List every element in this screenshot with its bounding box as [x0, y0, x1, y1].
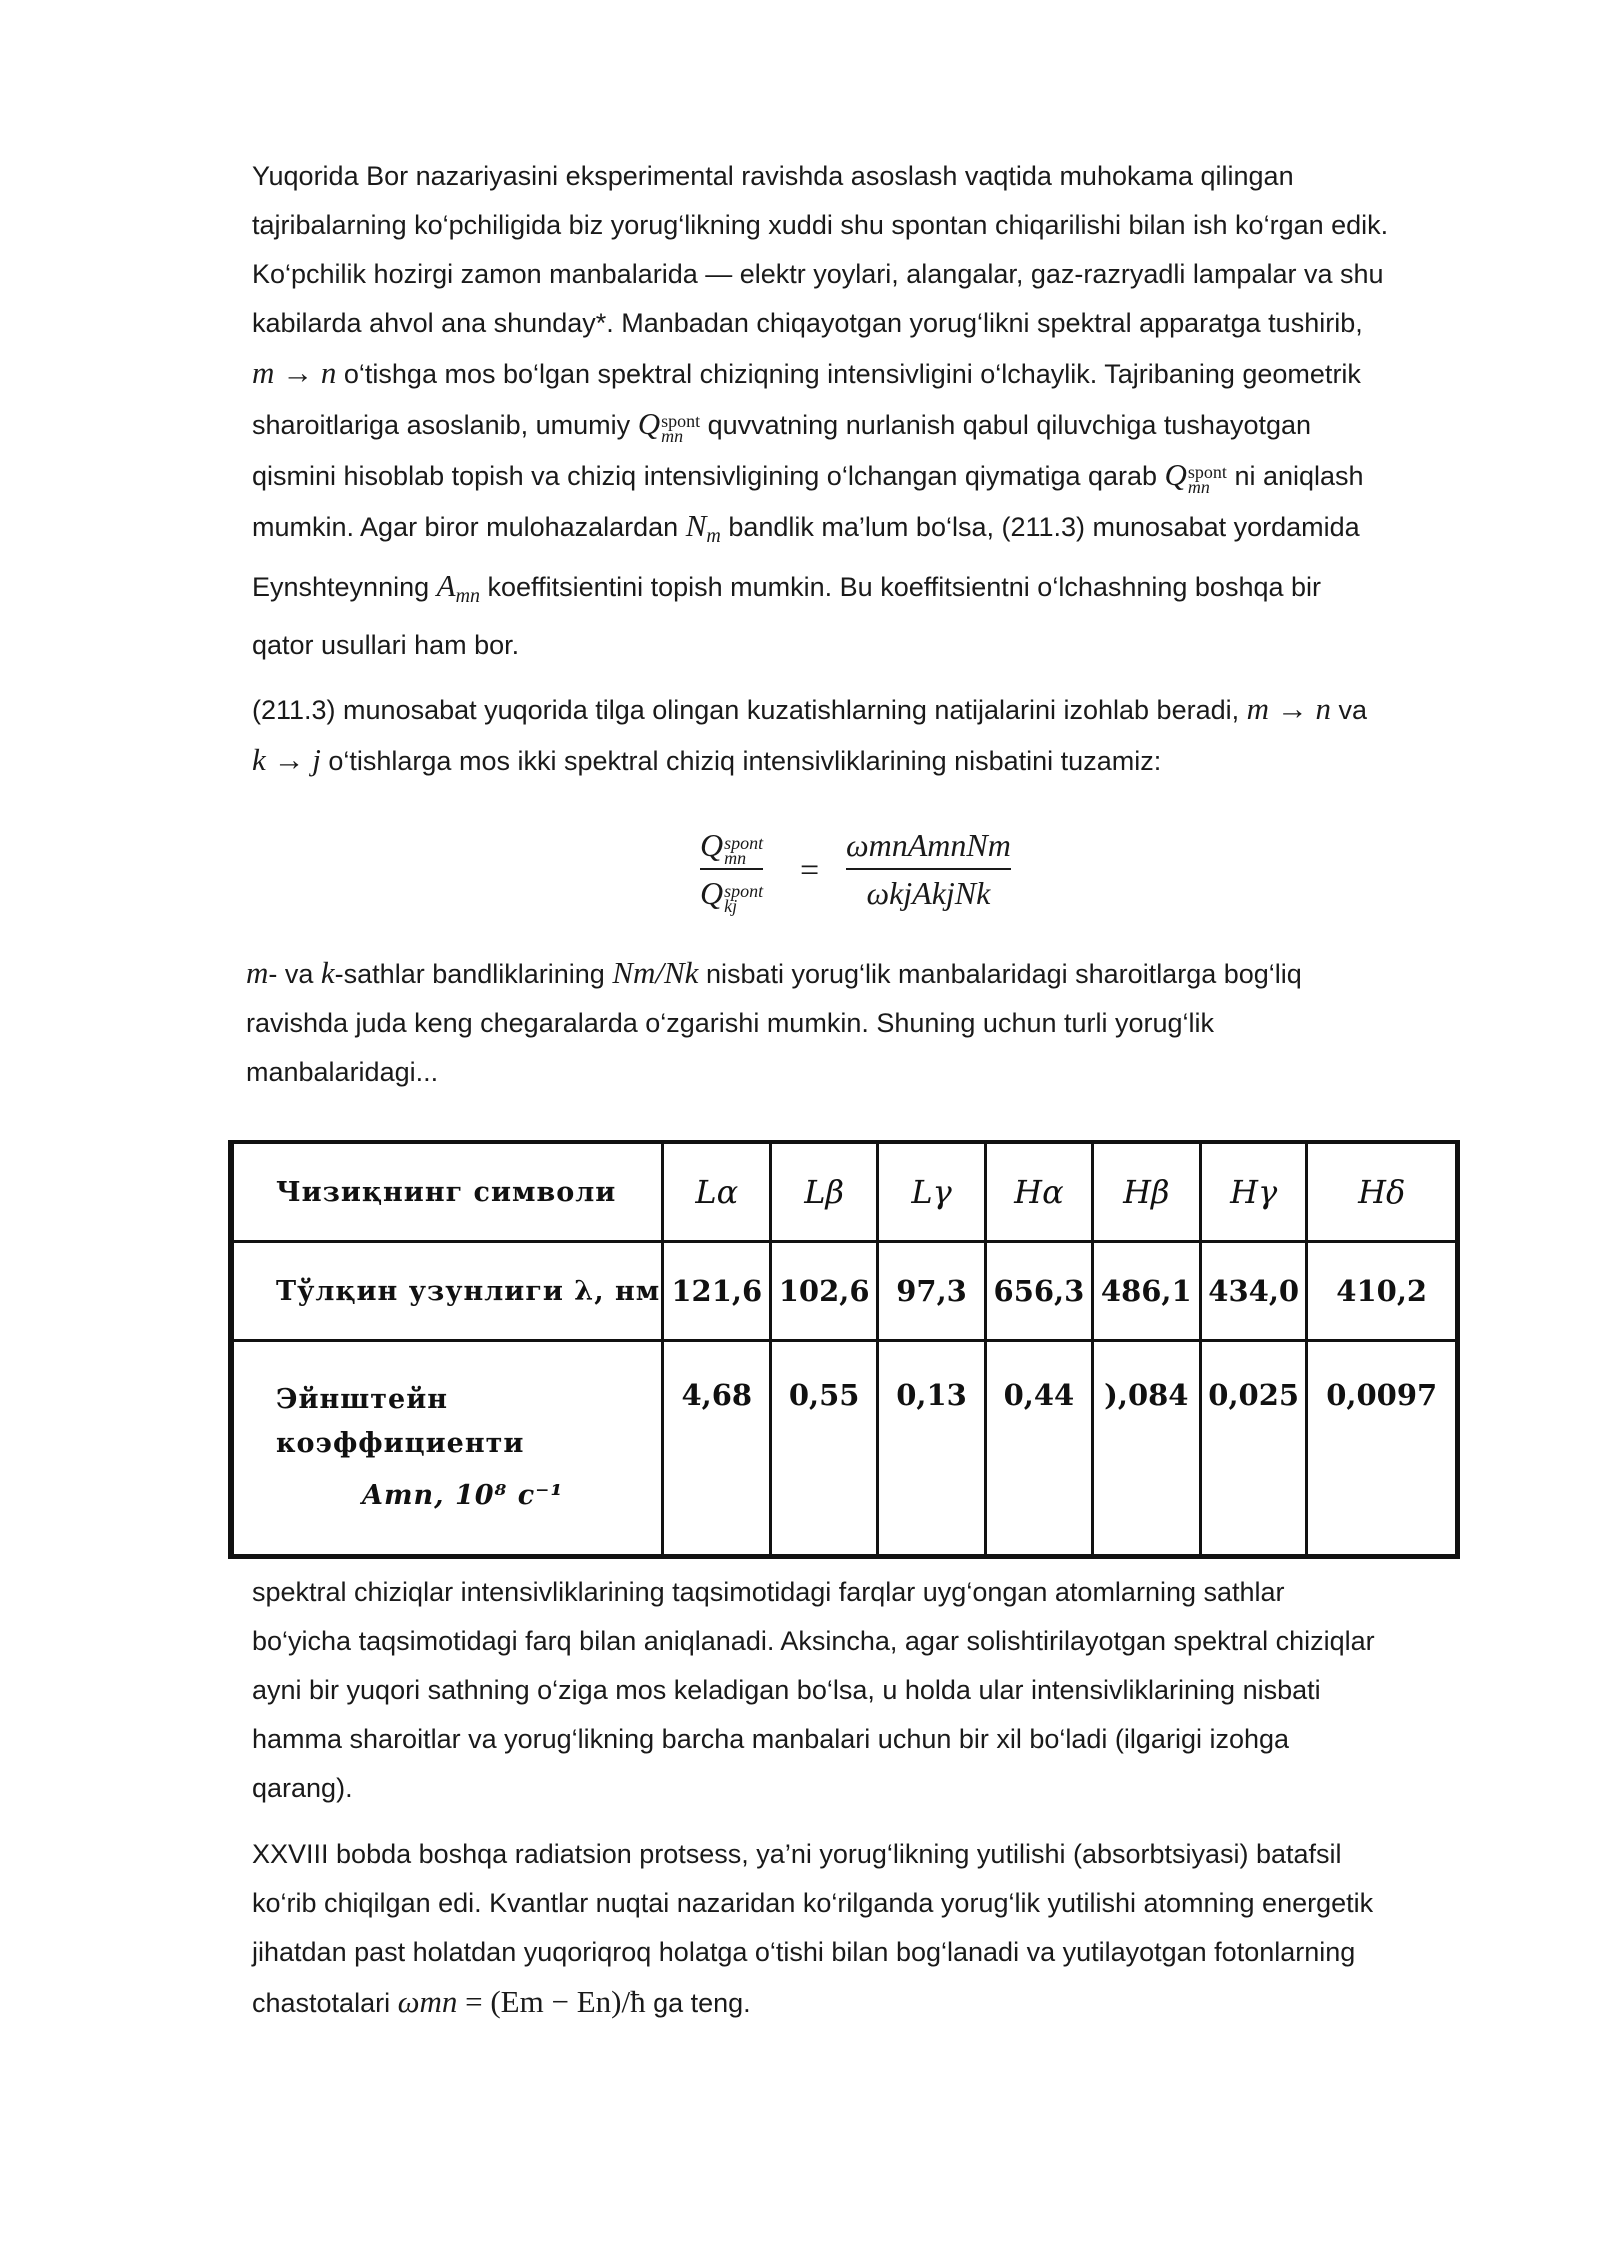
math-transition: m → n	[1246, 691, 1332, 726]
table-cell: 656,3	[986, 1242, 1092, 1341]
text-line: manbalaridagi...	[246, 1057, 439, 1087]
text-line	[252, 348, 1482, 399]
fraction-numerator: Q spont mn	[700, 827, 764, 868]
table-cell: Lα	[663, 1142, 771, 1242]
data-table	[228, 1140, 1460, 1559]
fraction-right	[846, 822, 1011, 916]
math-transition: m → n	[252, 355, 337, 390]
text-line	[252, 561, 1482, 621]
math-q-supsub	[661, 411, 701, 446]
table-cell: Lγ	[877, 1142, 985, 1242]
text-line	[252, 735, 1482, 786]
row-header: Тўлқин узунлиги λ, нм	[231, 1242, 663, 1341]
math-sup: spont	[1187, 462, 1227, 482]
text-span: o‘tishlarga mos ikki spektral chiziq intensivliklarining nisbatini tuzamiz:	[320, 746, 1162, 776]
text-span: nisbati yorug‘lik manbalaridagi sharoitlarga bog‘liq	[698, 959, 1302, 989]
math-sub: mn	[455, 585, 481, 607]
text-line: bo‘yicha taqsimotidagi farq bilan aniqlanadi. Aksincha, agar solishtirilayotgan spektral chiziqlar	[252, 1626, 1375, 1656]
table-cell: 0,13	[877, 1341, 985, 1557]
table-row	[231, 1341, 1458, 1557]
table-cell: 0,025	[1201, 1341, 1307, 1557]
text-span: - va	[268, 959, 321, 989]
text-line: tajribalarning ko‘pchiligida biz yorug‘likning xuddi shu spontan chiqarilishi bilan ish ko‘rgan edik.	[252, 210, 1389, 240]
math-sub: mn	[1187, 477, 1210, 497]
text-span: (211.3) munosabat yuqorida tilga olingan kuzatishlarning natijalarini izohlab beradi,	[252, 695, 1247, 725]
math-n: N	[685, 508, 707, 543]
math-k: k	[320, 955, 335, 990]
math-sub: m	[706, 525, 721, 547]
table-cell: 0,44	[986, 1341, 1092, 1557]
text-span: ga teng.	[645, 1988, 751, 2018]
math-q-spont: Q	[1164, 457, 1187, 492]
text-span: chastotalari	[252, 1988, 398, 2018]
text-span: qismini hisoblab topish va chiziq intensivligining o‘lchangan qiymatiga qarab	[252, 461, 1165, 491]
table-cell: 121,6	[663, 1242, 771, 1341]
equals-sign: =	[800, 852, 820, 889]
table-cell: 486,1	[1092, 1242, 1200, 1341]
table-row	[231, 1242, 1458, 1341]
text-span: bandlik ma’lum bo‘lsa, (211.3) munosabat yordamida	[720, 512, 1360, 542]
paragraph-distribution	[252, 1568, 1482, 1813]
ratio-formula	[700, 822, 1060, 932]
table-cell: Hδ	[1307, 1142, 1458, 1242]
text-line: qarang).	[252, 1773, 353, 1803]
text-line: kabilarda ahvol ana shunday*. Manbadan chiqayotgan yorug‘likni spektral apparatga tushirib,	[252, 308, 1363, 338]
text-span: -sathlar bandliklarining	[334, 959, 613, 989]
row-header	[231, 1341, 663, 1557]
paragraph-absorption	[252, 1830, 1482, 2028]
table-cell: 4,68	[663, 1341, 771, 1557]
table-cell: 97,3	[877, 1242, 985, 1341]
text-line: spektral chiziqlar intensivliklarining taqsimotidagi farqlar uyg‘ongan atomlarning sathlar	[252, 1577, 1285, 1607]
text-line: ko‘rib chiqilgan edi. Kvantlar nuqtai nazaridan ko‘rilganda yorug‘lik yutilishi atomning energetik	[252, 1888, 1374, 1918]
text-line: ravishda juda keng chegaralarda o‘zgarishi mumkin. Shuning uchun turli yorug‘lik	[246, 1008, 1215, 1038]
math-sup: spont	[661, 411, 701, 431]
math-equation: = (Em − En)/ħ	[457, 1984, 646, 2019]
coef-label: Эйнштейн коэффициенти	[276, 1384, 525, 1459]
text-span: va	[1331, 695, 1368, 725]
text-span: ni aniqlash	[1226, 461, 1364, 491]
fraction-denominator: ωkjAkjNk	[866, 875, 991, 911]
math-transition: k → j	[252, 742, 321, 777]
table-cell: Lβ	[771, 1142, 877, 1242]
table-cell: 0,55	[771, 1341, 877, 1557]
text-line: qator usullari ham bor.	[252, 630, 520, 660]
text-span: mumkin. Agar biror mulohazalardan	[252, 512, 686, 542]
text-line	[252, 684, 1482, 735]
math-q-supsub	[1187, 462, 1227, 497]
text-line: ayni bir yuqori sathning o‘ziga mos keladigan bo‘lsa, u holda ular intensivliklarining nisbati	[252, 1675, 1321, 1705]
paragraph-spontaneous-emission	[252, 152, 1482, 670]
text-line: jihatdan past holatdan yuqoriqroq holatga o‘tishi bilan bog‘lanadi va yutilayotgan fotonlarning	[252, 1937, 1356, 1967]
paragraph-populations	[246, 948, 1476, 1097]
math-a: A	[436, 568, 456, 603]
text-span: quvvatning nurlanish qabul qiluvchiga tushayotgan	[700, 410, 1312, 440]
text-span: sharoitlariga asoslanib, umumiy	[252, 410, 638, 440]
table-cell: ),084	[1092, 1341, 1200, 1557]
einstein-coefficients-table	[228, 1140, 1460, 1530]
text-line: Ko‘pchilik hozirgi zamon manbalarida — elektr yoylari, alangalar, gaz-razryadli lampalar va shu	[252, 259, 1384, 289]
fraction-denominator: Q spont kj	[700, 875, 764, 916]
text-line	[252, 450, 1482, 501]
table-cell: 410,2	[1307, 1242, 1458, 1341]
table-cell: Hγ	[1201, 1142, 1307, 1242]
paragraph-ratio-intro	[252, 684, 1482, 786]
text-span: koeffitsientini topish mumkin. Bu koeffitsientni o‘lchashning boshqa bir	[480, 572, 1321, 602]
math-q-spont: Q	[637, 406, 661, 441]
text-line: hamma sharoitlar va yorug‘likning barcha manbalari uchun bir xil bo‘ladi (ilgarigi izohga	[252, 1724, 1290, 1754]
text-span: o‘tishga mos bo‘lgan spektral chiziqning intensivligini o‘lchaylik. Tajribaning geometrik	[336, 359, 1361, 389]
row-header: Чизиқнинг символи	[231, 1142, 663, 1242]
text-span: Eynshteynning	[252, 572, 437, 602]
table-cell: 434,0	[1201, 1242, 1307, 1341]
text-line: Yuqorida Bor nazariyasini eksperimental ravishda asoslash vaqtida muhokama qilingan	[252, 161, 1294, 191]
text-line	[252, 1977, 1482, 2028]
fraction-left	[700, 822, 763, 916]
text-line	[246, 948, 1476, 999]
math-sub: mn	[661, 426, 684, 446]
text-line: XXVIII bobda boshqa radiatsion protsess, ya’ni yorug‘likning yutilishi (absorbtsiyasi) batafsil	[252, 1839, 1342, 1869]
table-cell: 102,6	[771, 1242, 877, 1341]
text-line	[252, 501, 1482, 561]
table-cell: Hα	[986, 1142, 1092, 1242]
fraction-numerator: ωmnAmnNm	[846, 827, 1011, 863]
table-row	[231, 1142, 1458, 1242]
table-cell: 0,0097	[1307, 1341, 1458, 1557]
math-omega: ωmn	[397, 1984, 458, 2019]
table-cell: Hβ	[1092, 1142, 1200, 1242]
coef-unit: Amn, 10⁸ с⁻¹	[362, 1480, 564, 1511]
text-line	[252, 399, 1482, 450]
math-ratio: Nm/Nk	[612, 955, 699, 990]
math-m: m	[246, 955, 269, 990]
